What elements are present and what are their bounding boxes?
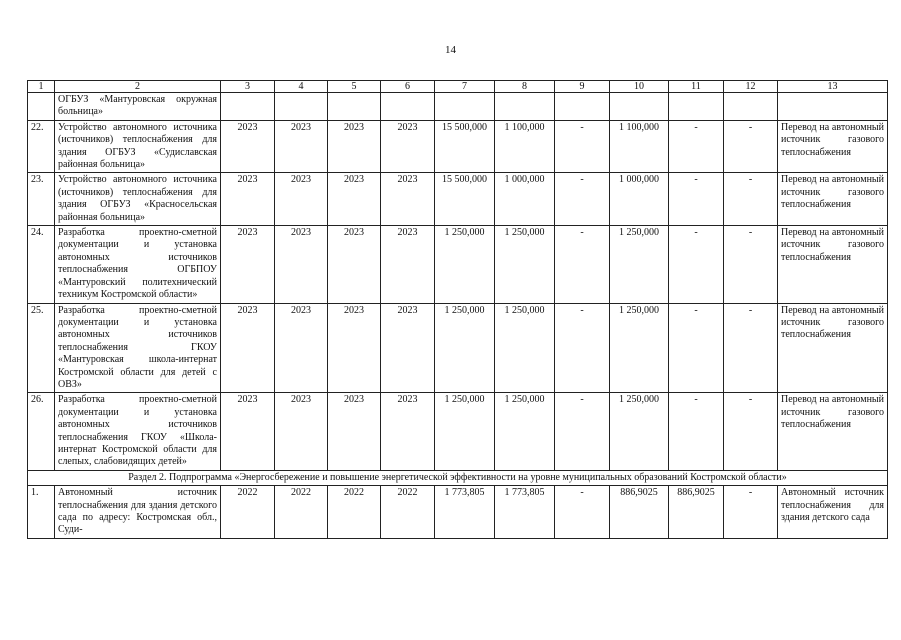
row-value-cell: - bbox=[555, 486, 610, 539]
row-value-cell: 1 773,805 bbox=[495, 486, 555, 539]
row-value-cell: 2023 bbox=[381, 226, 435, 303]
row-value-cell: 1 250,000 bbox=[610, 226, 669, 303]
table-row bbox=[28, 173, 888, 226]
row-note: Перевод на автономный источник газового теплоснабжения bbox=[778, 303, 888, 393]
row-value-cell: 2023 bbox=[221, 303, 275, 393]
row-value-cell bbox=[328, 93, 381, 121]
row-note: Перевод на автономный источник газового теплоснабжения bbox=[778, 173, 888, 226]
header-cell: 13 bbox=[778, 81, 888, 93]
row-value-cell bbox=[669, 93, 724, 121]
row-value-cell: 1 250,000 bbox=[435, 226, 495, 303]
row-value-cell: 1 250,000 bbox=[610, 303, 669, 393]
row-value-cell: - bbox=[724, 303, 778, 393]
table-row bbox=[28, 303, 888, 393]
row-value-cell: - bbox=[669, 226, 724, 303]
row-value-cell: - bbox=[555, 120, 610, 173]
row-value-cell: 1 250,000 bbox=[495, 393, 555, 470]
row-description: Разработка проектно-сметной документации и установка автономных источников теплоснабжения ГКОУ «Школа-интернат Костромской области для слепых, слабовидящих детей» bbox=[55, 393, 221, 470]
row-value-cell bbox=[381, 93, 435, 121]
row-value-cell: 15 500,000 bbox=[435, 173, 495, 226]
row-value-cell bbox=[555, 93, 610, 121]
table-row bbox=[28, 486, 888, 539]
document-table bbox=[27, 80, 888, 539]
row-value-cell: 2023 bbox=[221, 173, 275, 226]
row-value-cell bbox=[221, 93, 275, 121]
row-note: Перевод на автономный источник газового теплоснабжения bbox=[778, 226, 888, 303]
row-value-cell: 2023 bbox=[328, 226, 381, 303]
table-row bbox=[28, 393, 888, 470]
row-value-cell: 1 773,805 bbox=[435, 486, 495, 539]
row-value-cell bbox=[610, 93, 669, 121]
row-number bbox=[28, 93, 55, 121]
row-value-cell: - bbox=[669, 393, 724, 470]
header-cell: 10 bbox=[610, 81, 669, 93]
row-description: Устройство автономного источника (источников) теплоснабжения для здания ОГБУЗ «Судиславская районная больница» bbox=[55, 120, 221, 173]
row-number: 24. bbox=[28, 226, 55, 303]
row-value-cell: 2023 bbox=[381, 393, 435, 470]
header-cell: 6 bbox=[381, 81, 435, 93]
row-value-cell: - bbox=[555, 226, 610, 303]
row-value-cell: 2023 bbox=[381, 303, 435, 393]
row-value-cell: 2023 bbox=[221, 120, 275, 173]
row-number: 26. bbox=[28, 393, 55, 470]
row-value-cell: 2022 bbox=[221, 486, 275, 539]
row-description: Автономный источник теплоснабжения для здания детского сада по адресу: Костромская обл., Суди- bbox=[55, 486, 221, 539]
row-value-cell: - bbox=[669, 173, 724, 226]
row-value-cell: 2023 bbox=[275, 303, 328, 393]
row-value-cell: - bbox=[724, 393, 778, 470]
header-cell: 5 bbox=[328, 81, 381, 93]
row-number: 1. bbox=[28, 486, 55, 539]
row-note: Перевод на автономный источник газового теплоснабжения bbox=[778, 120, 888, 173]
row-value-cell: 1 000,000 bbox=[495, 173, 555, 226]
row-note: Перевод на автономный источник газового теплоснабжения bbox=[778, 393, 888, 470]
row-description: Разработка проектно-сметной документации и установка автономных источников теплоснабжения ОГБПОУ «Мантуровский политехнический техникум Костромской области» bbox=[55, 226, 221, 303]
row-value-cell: 2023 bbox=[275, 226, 328, 303]
row-number: 25. bbox=[28, 303, 55, 393]
header-cell: 8 bbox=[495, 81, 555, 93]
row-value-cell: - bbox=[669, 303, 724, 393]
row-value-cell: 15 500,000 bbox=[435, 120, 495, 173]
row-value-cell: 2023 bbox=[328, 303, 381, 393]
row-value-cell: 886,9025 bbox=[669, 486, 724, 539]
row-value-cell: 1 250,000 bbox=[495, 303, 555, 393]
section-row bbox=[28, 470, 888, 485]
row-value-cell: 1 100,000 bbox=[610, 120, 669, 173]
row-value-cell: - bbox=[555, 303, 610, 393]
header-cell: 7 bbox=[435, 81, 495, 93]
row-number: 22. bbox=[28, 120, 55, 173]
row-value-cell: 1 100,000 bbox=[495, 120, 555, 173]
row-value-cell: 2023 bbox=[221, 226, 275, 303]
row-value-cell: 2023 bbox=[328, 393, 381, 470]
row-description: Устройство автономного источника (источников) теплоснабжения для здания ОГБУЗ «Красносельская районная больница» bbox=[55, 173, 221, 226]
row-value-cell: - bbox=[724, 486, 778, 539]
row-value-cell: 1 250,000 bbox=[435, 393, 495, 470]
row-value-cell: 2023 bbox=[221, 393, 275, 470]
row-value-cell: - bbox=[724, 173, 778, 226]
table-row bbox=[28, 120, 888, 173]
header-cell: 11 bbox=[669, 81, 724, 93]
row-note bbox=[778, 93, 888, 121]
table-row bbox=[28, 226, 888, 303]
row-value-cell bbox=[724, 93, 778, 121]
row-description: ОГБУЗ «Мантуровская окружная больница» bbox=[55, 93, 221, 121]
header-cell: 4 bbox=[275, 81, 328, 93]
row-note: Автономный источник теплоснабжения для здания детского сада bbox=[778, 486, 888, 539]
section-title: Раздел 2. Подпрограмма «Энергосбережение и повышение энергетической эффективности на уровне муниципальных образований Костромской области» bbox=[28, 470, 888, 485]
row-value-cell: 1 250,000 bbox=[610, 393, 669, 470]
row-value-cell: 2022 bbox=[275, 486, 328, 539]
table-header-row bbox=[28, 81, 888, 93]
row-value-cell: 2022 bbox=[381, 486, 435, 539]
row-value-cell: 2023 bbox=[275, 393, 328, 470]
row-value-cell: 2023 bbox=[381, 120, 435, 173]
row-number: 23. bbox=[28, 173, 55, 226]
row-value-cell: 1 250,000 bbox=[435, 303, 495, 393]
header-cell: 1 bbox=[28, 81, 55, 93]
row-value-cell: 2023 bbox=[328, 120, 381, 173]
row-value-cell: - bbox=[724, 120, 778, 173]
row-value-cell bbox=[275, 93, 328, 121]
header-cell: 3 bbox=[221, 81, 275, 93]
row-value-cell: 1 000,000 bbox=[610, 173, 669, 226]
header-cell: 2 bbox=[55, 81, 221, 93]
row-value-cell: 2023 bbox=[275, 173, 328, 226]
page-number: 14 bbox=[445, 44, 456, 56]
row-value-cell bbox=[495, 93, 555, 121]
row-value-cell: 2023 bbox=[381, 173, 435, 226]
header-cell: 12 bbox=[724, 81, 778, 93]
row-value-cell: - bbox=[555, 173, 610, 226]
row-value-cell: 2022 bbox=[328, 486, 381, 539]
row-value-cell: - bbox=[669, 120, 724, 173]
row-value-cell: 2023 bbox=[275, 120, 328, 173]
header-cell: 9 bbox=[555, 81, 610, 93]
row-value-cell: - bbox=[724, 226, 778, 303]
row-description: Разработка проектно-сметной документации и установка автономных источников теплоснабжения ГКОУ «Мантуровская школа-интернат Костромской области для детей с ОВЗ» bbox=[55, 303, 221, 393]
row-value-cell: 1 250,000 bbox=[495, 226, 555, 303]
row-value-cell: - bbox=[555, 393, 610, 470]
row-value-cell: 2023 bbox=[328, 173, 381, 226]
row-value-cell bbox=[435, 93, 495, 121]
table-row bbox=[28, 93, 888, 121]
row-value-cell: 886,9025 bbox=[610, 486, 669, 539]
